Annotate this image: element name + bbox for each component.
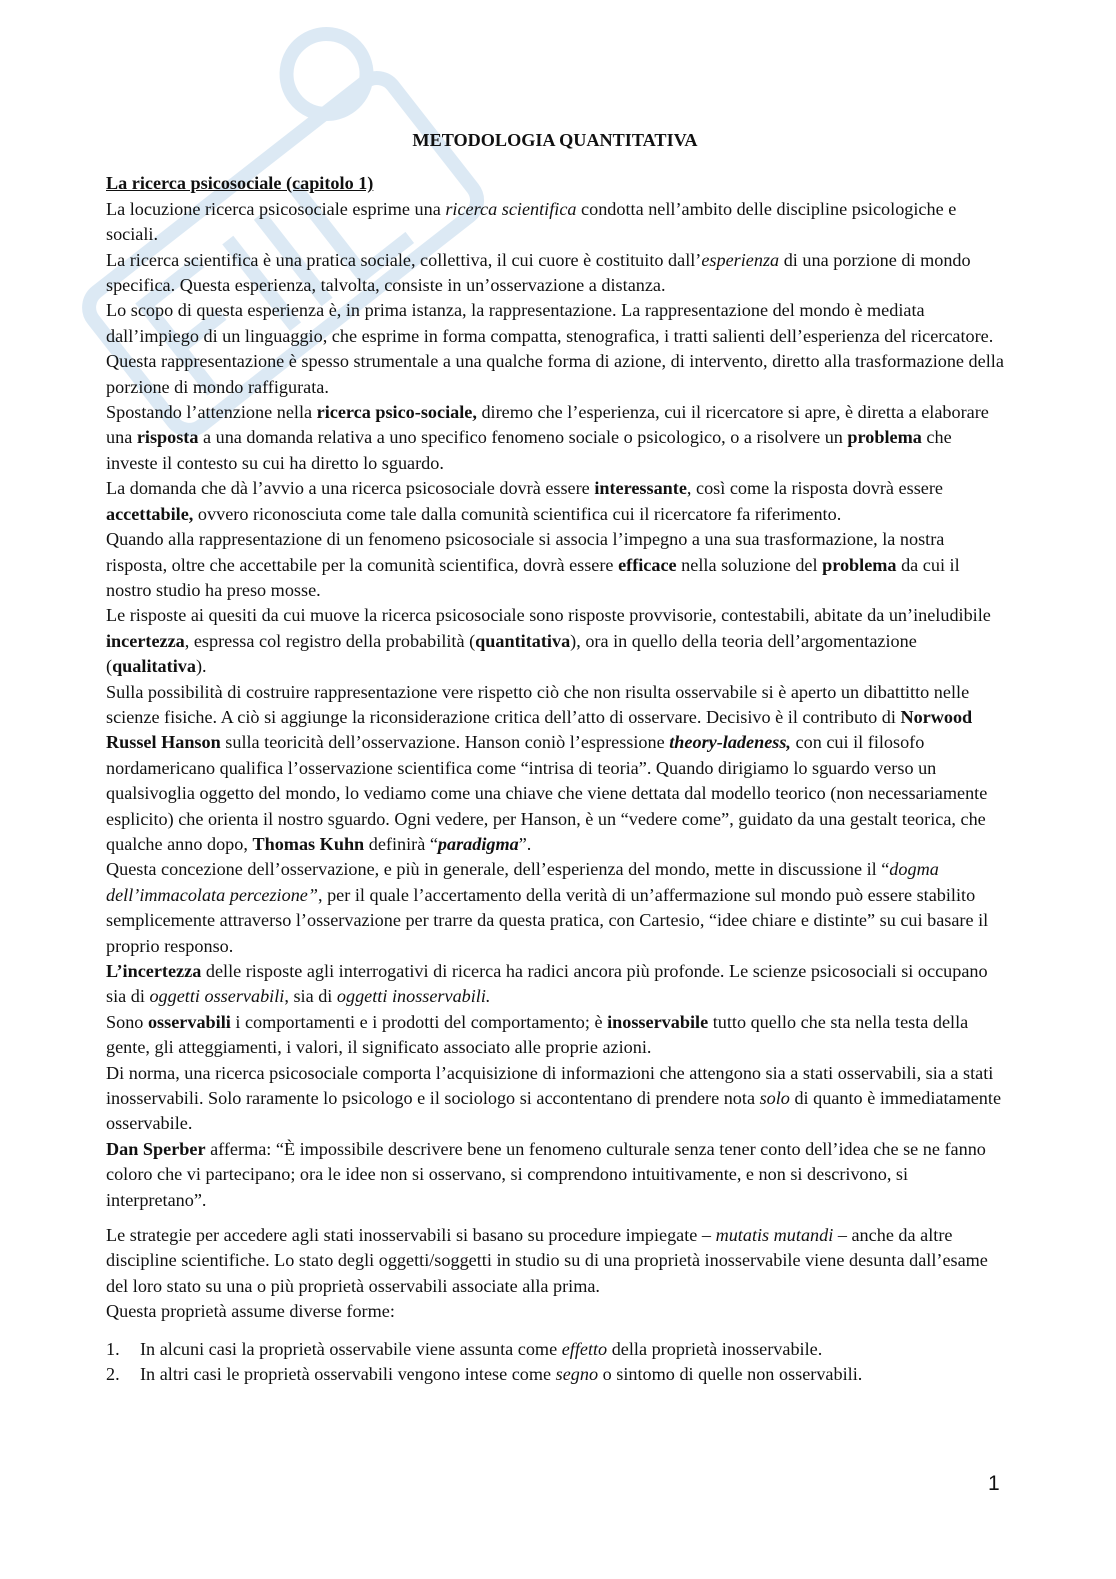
paragraph-9: Questa concezione dell’osservazione, e più in generale, dell’esperienza del mondo, mette in discussione il “dogma dell’immacolata percezione”, per il quale l’accertamento della verità di un’affermazione sul mondo può essere stabilito semplicemente attraverso l’osservazione per trarre da questa pratica, con Cartesio, “idee chiare e distinte” su cui basare il proprio responso.	[106, 859, 989, 956]
paragraph-13: Dan Sperber afferma: “È impossibile descrivere bene un fenomeno culturale senza tener conto dell’idea che se ne fanno coloro che vi partecipano; ora le idee non si osservano, si comprendono intuitivamente, e non si descrivono, si interpretano”.	[106, 1138, 986, 1210]
spacer	[106, 1213, 1004, 1223]
paragraph-7: Le risposte ai quesiti da cui muove la ricerca psicosociale sono risposte provvisorie, contestabili, abitate da un’ineludibile incertezza, espressa col registro della probabilità (quantitativa), ora in quello della teoria dell’argomentazione (qualitativa).	[106, 605, 991, 677]
section-heading: La ricerca psicosociale (capitolo 1)	[106, 173, 374, 194]
paragraph-4: Spostando l’attenzione nella ricerca psico-sociale, diremo che l’esperienza, cui il ricercatore si apre, è diretta a elaborare una risposta a una domanda relativa a uno specifico fenomeno sociale o psicologico, o a risolvere un problema che investe il contesto su cui ha diretto lo sguardo.	[106, 402, 989, 473]
paragraph-10: L’incertezza delle risposte agli interrogativi di ricerca ha radici ancora più profonde. Le scienze psicosociali si occupano sia di oggetti osservabili, sia di oggetti inosservabili.	[106, 961, 988, 1007]
page-number: 1	[988, 1472, 1000, 1495]
paragraph-1: La locuzione ricerca psicosociale esprime una ricerca scientifica condotta nell’ambito delle discipline psicologiche e sociali.	[106, 198, 957, 245]
paragraph-11: Sono osservabili i comportamenti e i prodotti del comportamento; è inosservabile tutto quello che sta nella testa della gente, gli atteggiamenti, i valori, il significato associato alle proprie azioni.	[106, 1011, 969, 1058]
paragraph-6: Quando alla rappresentazione di un fenomeno psicosociale si associa l’impegno a una sua trasformazione, la nostra risposta, oltre che accettabile per la comunità scientifica, dovrà essere efficace nella soluzione del problema da cui il nostro studio ha preso mosse.	[106, 529, 960, 600]
paragraph-12: Di norma, una ricerca psicosociale comporta l’acquisizione di informazioni che attengono sia a stati osservabili, sia a stati inosservabili. Solo raramente lo psicologo e il sociologo si accontentano di prendere nota solo di quanto è immediatamente osservabile.	[106, 1062, 1002, 1134]
paragraph-8: Sulla possibilità di costruire rappresentazione vere rispetto ciò che non risulta osservabile si è aperto un dibattitto nelle scienze fisiche. A ciò si aggiunge la riconsiderazione critica dell’atto di osservare. Decisivo è il contributo di Norwood Russel Hanson sulla teoricità dell’osservazione. Hanson coniò l’espressione theory-ladeness, con cui il filosofo nordamericano qualifica l’osservazione scientifica come “intrisa di teoria”. Quando dirigiamo lo sguardo verso un qualsivoglia oggetto del mondo, lo vediamo come una chiave che viene dettata dal modello teorico (non necessariamente esplicito) che orienta il nostro sguardo. Ogni vedere, per Hanson, è un “vedere come”, guidato da una gestalt teorica, che qualche anno dopo, Thomas Kuhn definirà “paradigma”.	[106, 681, 988, 854]
document-body	[106, 128, 1004, 1388]
paragraph-15: Questa proprietà assume diverse forme:	[106, 1301, 395, 1322]
paragraph-2: La ricerca scientifica è una pratica sociale, collettiva, il cui cuore è costituito dall’esperienza di una porzione di mondo specifica. Questa esperienza, talvolta, consiste in un’osservazione a distanza.	[106, 249, 971, 296]
list-item: 2. In altri casi le proprietà osservabili vengono intese come segno o sintomo di quelle non osservabili.	[106, 1364, 863, 1385]
paragraph-14: Le strategie per accedere agli stati inosservabili si basano su procedure impiegate – mutatis mutandi – anche da altre discipline scientifiche. Lo stato degli oggetti/soggetti in studio su di una proprietà inosservabile viene desunta dall’esame del loro stato su una o più proprietà osservabili associate alla prima.	[106, 1225, 988, 1296]
page-title: METODOLOGIA QUANTITATIVA	[412, 130, 698, 150]
list-item: 1. In alcuni casi la proprietà osservabile viene assunta come effetto della proprietà inosservabile.	[106, 1338, 823, 1359]
paragraph-5: La domanda che dà l’avvio a una ricerca psicosociale dovrà essere interessante, così come la risposta dovrà essere accettabile, ovvero riconosciuta come tale dalla comunità scientifica cui il ricercatore fa riferimento.	[106, 478, 943, 524]
paragraph-3: Lo scopo di questa esperienza è, in prima istanza, la rappresentazione. La rappresentazione del mondo è mediata dall’impiego di un linguaggio, che esprime in forma compatta, stenografica, i tratti salienti dell’esperienza del ricercatore. Questa rappresentazione è spesso strumentale a una qualche forma di azione, di intervento, diretto alla trasformazione della porzione di mondo raffigurata.	[106, 300, 1004, 397]
numbered-list	[106, 1337, 1004, 1388]
